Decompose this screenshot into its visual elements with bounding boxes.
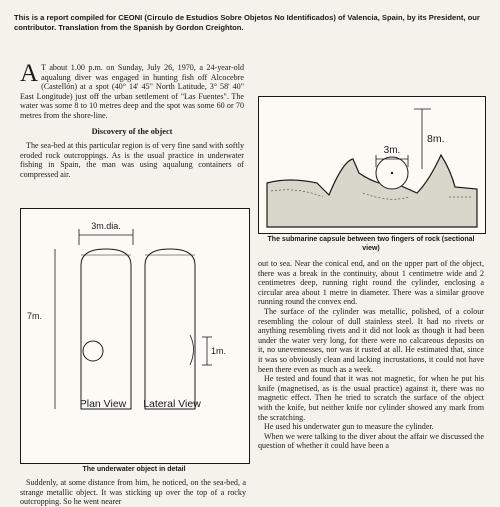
col2-paragraph-5: When we were talking to the diver about the affair we discussed the question of whether it could have been a	[258, 431, 484, 451]
heading-discovery: Discovery of the object	[91, 126, 173, 136]
object-detail-drawing	[21, 209, 249, 463]
paragraph-1	[20, 60, 244, 121]
caption-sectional-view: The submarine capsule between two fingers of rock (sectional view)	[267, 236, 475, 252]
dimension-diameter: 3m.dia.	[91, 221, 121, 231]
dimension-length: 7m.	[27, 311, 43, 321]
figure-sectional-view	[258, 96, 486, 234]
dimension-capsule-width: 3m.	[383, 145, 401, 156]
dimension-depth: 8m.	[427, 133, 445, 145]
col2-paragraph-4: He used his underwater gun to measure the cylinder.	[264, 422, 434, 432]
figure-object-detail	[20, 208, 250, 464]
dimension-small: 1m.	[211, 346, 227, 356]
label-lateral-view: Lateral View	[143, 398, 201, 410]
left-column-top	[20, 60, 244, 180]
col2-paragraph-2: The surface of the cylinder was metallic, polished, of a colour resembling the colour of dull stainless steel. It had no rivets or anything resembling rivets and it did not look as though it had been under the water very long, for there were no calcareous deposits on it, no unevennesses, nor was it rusted at all. He estimated that, since it was so obviously clean and lacking incrustations, it could not have been there even as much as a week.	[258, 306, 484, 374]
right-column	[258, 259, 484, 451]
paragraph-1-text: T about 1.00 p.m. on Sunday, July 26, 1970, a 24-year-old aqualung diver was engaged in hunting fish off Alcocebre (Castellón) at a spot (40° 14' 45" North Latitude, 3° 58' 40" East Longitude) just off the urban settlement of "Las Fuentes". The water was some 8 to 10 metres deep and the spot was some 60 or 70 metres from the shore-line.	[20, 63, 244, 120]
paragraph-2: The sea-bed at this particular region is of very fine sand with softly eroded rock outcroppings. As is the usual practice in underwater fishing in Spain, the man was using aqualung containers of compressed air.	[20, 141, 244, 179]
caption-object-detail: The underwater object in detail	[82, 466, 186, 473]
col2-paragraph-3: He tested and found that it was not magnetic, for when he put his knife (magnetised, as is the usual practice) against it, there was no magnetic effect. Then he tried to scratch the surface of the object with the knife, but neither knife nor cylinder showed any mark from the scratching.	[258, 374, 484, 422]
left-column-bottom	[20, 478, 246, 507]
intro-text: This is a report compiled for CEONI (Circulo de Estudios Sobre Objetos No Identificados) of Valencia, Spain, by its President, our contributor. Translation from the Spanish by Gordon Creighton.	[14, 13, 480, 32]
paragraph-3: Suddenly, at some distance from him, he noticed, on the sea-bed, a strange metallic object. It was sticking up over the top of a rocky outcropping. So he went nearer	[20, 478, 246, 507]
label-plan-view: Plan View	[79, 398, 127, 410]
col2-paragraph-1: out to sea. Near the conical end, and on the upper part of the object, there was a break in the continuity, about 1 centimetre wide and 2 centimetres deep, running right round the cylinder, enclosing a circular area about 1 metre in diameter. There was a similar groove running round the convex end.	[258, 259, 484, 307]
drop-cap: A	[20, 60, 39, 87]
sectional-view-drawing	[259, 97, 485, 233]
